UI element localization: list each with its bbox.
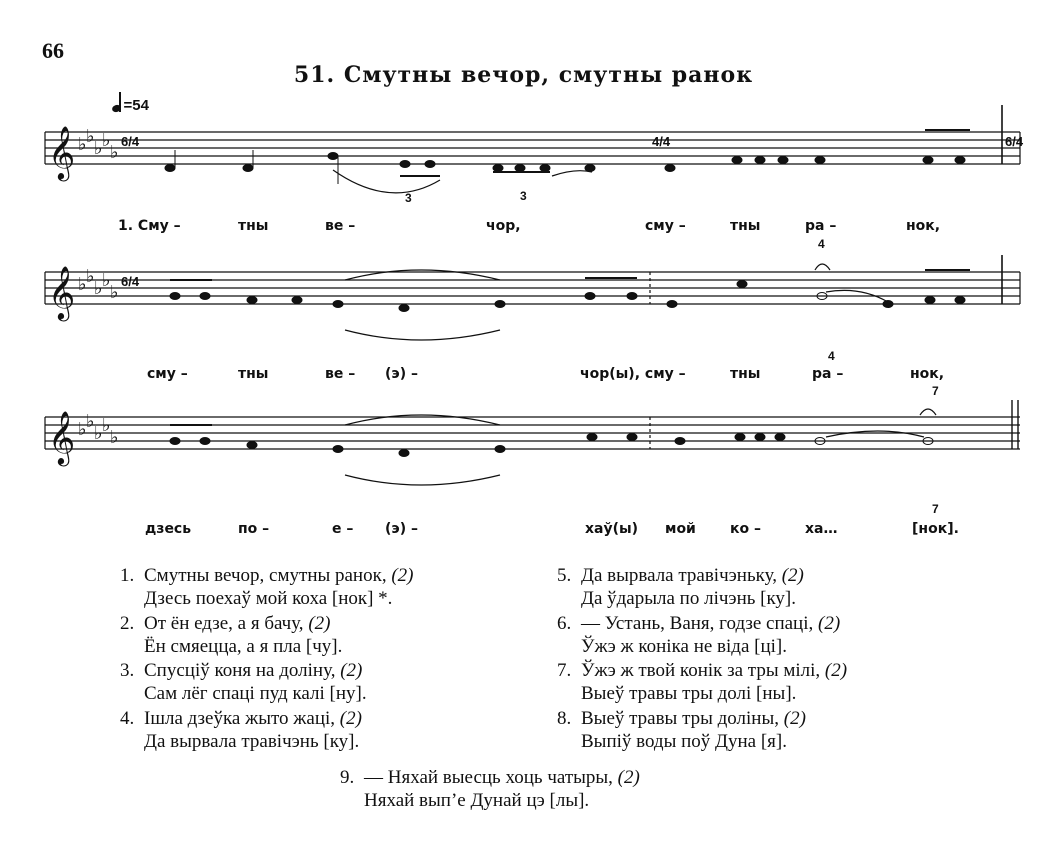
svg-text:♭: ♭ [94, 138, 103, 159]
verse-1: 1. Смутны вечор, смутны ранок, (2) Дзесь поехаў мой коха [нок] *. [120, 565, 414, 609]
svg-text:♭: ♭ [102, 130, 111, 151]
verse-8: 8. Выеў травы тры доліны, (2) Выпіў воды поў Дуна [я]. [557, 708, 806, 752]
svg-text:𝄞: 𝄞 [48, 410, 76, 464]
svg-text:♭: ♭ [102, 270, 111, 291]
svg-text:7: 7 [932, 502, 939, 516]
svg-text:♭: ♭ [86, 126, 95, 147]
svg-text:6/4: 6/4 [121, 274, 140, 289]
svg-text:♭: ♭ [94, 278, 103, 299]
svg-text:♭: ♭ [110, 282, 119, 303]
time-sig-4-4: 4/4 [652, 134, 671, 149]
page-number: 66 [42, 38, 64, 63]
tempo-marking: =54 [112, 92, 149, 114]
svg-text:♭: ♭ [78, 419, 87, 440]
svg-text:♭: ♭ [102, 415, 111, 436]
svg-text:♭: ♭ [86, 266, 95, 287]
svg-text:3: 3 [520, 189, 527, 203]
svg-text:♭: ♭ [110, 427, 119, 448]
svg-text:4: 4 [818, 237, 825, 251]
svg-text:3: 3 [405, 191, 412, 205]
song-title: 51. Смутны вечор, смутны ранок [293, 62, 754, 88]
svg-text:♭: ♭ [86, 411, 95, 432]
time-sig-6-4-b: 6/4 [1005, 134, 1024, 149]
verse-2: 2. От ён едзе, а я бачу, (2) Ён смяецца, а я пла [чу]. [120, 613, 343, 657]
verse-4: 4. Ішла дзеўка жыто жаці, (2) Да вырвала травічэнь [ку]. [120, 708, 362, 752]
svg-text:7: 7 [932, 384, 939, 398]
svg-text:♭: ♭ [78, 134, 87, 155]
verse-9: 9. — Няхай выесць хоць чатыры, (2) Няхай вып’е Дунай цэ [лы]. [340, 767, 640, 811]
svg-text:♭: ♭ [94, 423, 103, 444]
verse-7: 7. Ўжэ ж твой конік за тры мілі, (2) Выеў травы тры долі [ны]. [557, 660, 848, 704]
svg-text:𝄞: 𝄞 [48, 125, 76, 179]
verse-6: 6. — Устань, Ваня, годзе спаці, (2) Ўжэ ж коніка не віда [ці]. [557, 613, 841, 657]
svg-text:♭: ♭ [78, 274, 87, 295]
svg-text:♭: ♭ [110, 142, 119, 163]
svg-text:4: 4 [828, 349, 835, 363]
time-sig-6-4: 6/4 [121, 134, 140, 149]
verse-3: 3. Спусціў коня на доліну, (2) Сам лёг спаці пуд калі [ну]. [120, 660, 367, 704]
svg-text:𝄞: 𝄞 [48, 265, 76, 319]
verse-5: 5. Да вырвала травічэньку, (2) Да ўдарыла по лічэнь [ку]. [557, 565, 804, 609]
